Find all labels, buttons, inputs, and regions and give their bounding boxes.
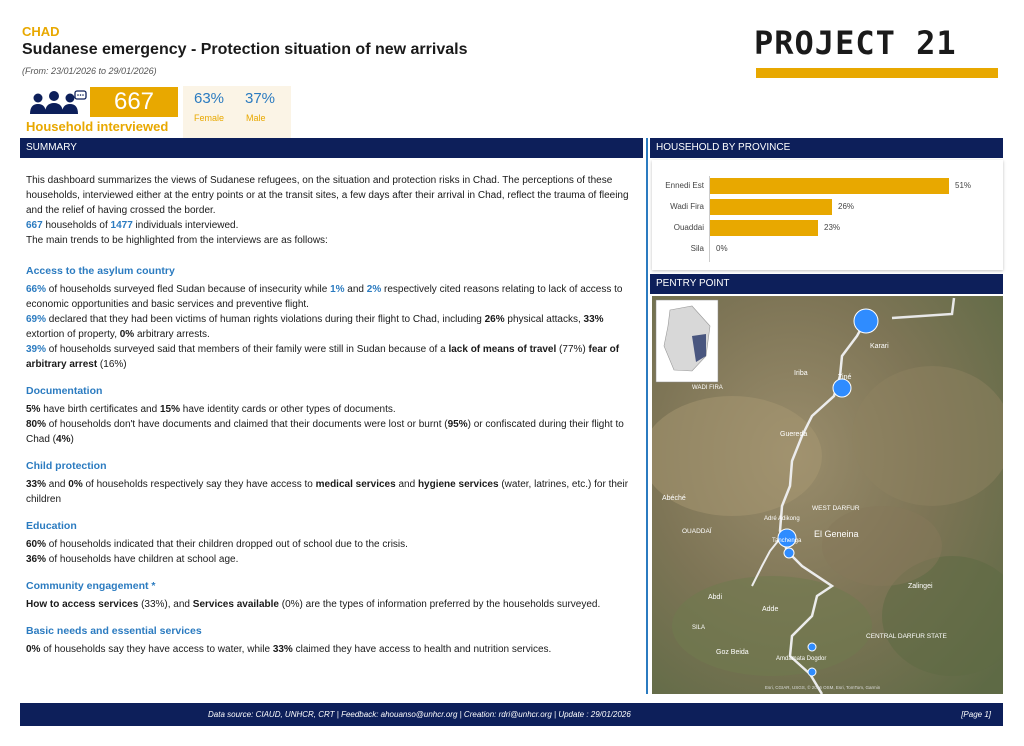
documentation-heading: Documentation [26,385,103,397]
child-p1: 33% and 0% of households respectively say they have access to medical services and hygiene services (water, latrines, etc.) for their children [26,479,629,505]
map-label-sila: SILA [692,625,706,631]
chart-row [652,178,1003,194]
map-label-central-darfur: CENTRAL DARFUR STATE [866,633,947,640]
map-label-zalingei: Zalingei [908,583,933,590]
summary-header: SUMMARY [20,138,643,158]
country-label: CHAD [22,24,60,39]
chart-category-label: Ouaddai [673,223,704,232]
education-p2: 36% of households have children at school age. [26,554,239,565]
chart-value-label: 0% [716,244,728,253]
education-heading: Education [26,520,77,532]
asylum-heading: Access to the asylum country [26,265,175,277]
entry-point-marker-large[interactable] [854,309,878,333]
female-pct: 63% [194,90,225,107]
province-chart [652,160,1003,270]
female-label: Female [194,113,225,123]
map-label-abdi: Abdi [708,594,723,601]
chart-row [652,199,1003,215]
map-label-west-darfur: WEST DARFUR [812,505,860,512]
basic-needs-p1: 0% of households say they have access to water, while 33% claimed they have access to health and nutrition services. [26,644,552,655]
male-label: Male [246,113,266,123]
map-credit: Esri, CGIAR, USGS, © 2026 OSM, Esri, TomTom, Garmin [765,685,881,690]
entry-point-marker-small[interactable] [808,668,816,676]
asylum-p3: 39% of households surveyed said that members of their family were still in Sudan because of a lack of means of travel (77%) fear of arbitrary arrest (16%) [26,344,620,370]
map-label-guereda: Guereda [780,431,808,438]
map-label-wadi-fira: WADI FIRA [692,385,723,391]
map-label-iriba: Iriba [794,370,808,377]
chart-bar [710,199,832,215]
entry-point-header: PENTRY POINT [650,274,1003,294]
asylum-p2: 69% declared that they had been victims of human rights violations during their flight to Chad, including 26% physical attacks, 33% extortion of property, 0% arbitrary arrests. [26,314,604,340]
entry-point-marker-small[interactable] [808,643,816,651]
chart-category-label: Wadi Fira [670,202,704,211]
chart-bar [710,220,818,236]
entry-point-map [652,296,1003,694]
page-title: Sudanese emergency - Protection situation of new arrivals [22,41,468,58]
households-line: 667 households of 1477 individuals interviewed. [26,220,239,231]
child-heading: Child protection [26,460,107,472]
footer-bar [20,703,1003,726]
households-label: Household interviewed [26,119,169,134]
map-label-abeche: Abéché [662,495,686,502]
chart-category-label: Sila [690,244,704,253]
chart-value-label: 51% [955,181,972,190]
province-header: HOUSEHOLD BY PROVINCE [650,138,1003,158]
chart-category-label: Ennedi Est [665,181,704,190]
male-pct: 37% [245,90,276,107]
project-logo: PROJECT 21 [754,24,957,62]
map-label-amdamata: Amdamata Dogdor [776,656,827,662]
chart-bar [710,178,949,194]
footer-page: [Page 1] [961,710,991,719]
logo-underline [756,68,998,78]
map-label-el-geneina: El Geneina [814,529,859,539]
entry-point-marker[interactable] [833,379,851,397]
documentation-p2: 80% of households don't have documents and claimed that their documents were lost or burnt (95%) or confiscated during their flight to Chad (4%) [26,419,624,445]
asylum-p1: 66% of households surveyed fled Sudan because of insecurity while 1% and 2% respectively cited reasons relating to lack of access to economic opportunities and basic services and preventive flight. [26,284,623,310]
trends-line: The main trends to be highlighted from the interviews are as follows: [26,235,328,246]
map-label-adde: Adde [762,606,779,613]
households-count: 667 [90,87,178,117]
footer-source: Data source: CIAUD, UNHCR, CRT | Feedback: ahouanso@unhcr.org | Creation: rdri@unhcr.org | Update : 29/01/2026 [208,710,631,719]
column-divider [646,138,648,694]
map-label-goz-beida: Goz Beida [716,649,749,656]
community-heading: Community engagement * [26,580,156,592]
intro-paragraph: This dashboard summarizes the views of Sudanese refugees, on the situation and protection risks in Chad. The perceptions of these households, interviewed either at the entry points or at the transit sites, a few days after their arrival in Chad, reflect the trauma of fleeing and the relief of having crossed the border. [26,175,629,216]
map-label-bahai: Karari [870,343,889,350]
map-label-tanchenga: Tanchenga [772,538,802,544]
chart-row [652,241,1003,257]
people-group-icon [28,88,88,118]
education-p1: 60% of households indicated that their children dropped out of school due to the crisis. [26,539,408,550]
chart-value-label: 23% [824,223,841,232]
date-period: (From: 23/01/2026 to 29/01/2026) [22,66,157,76]
community-p1: How to access services (33%), and Services available (0%) are the types of information preferred by the households surveyed. [26,599,601,610]
documentation-p1: 5% have birth certificates and 15% have identity cards or other types of documents. [26,404,396,415]
entry-point-marker-small[interactable] [784,548,794,558]
summary-text [26,173,640,657]
map-label-adre: Adré Adikong [764,516,800,522]
chart-value-label: 26% [838,202,855,211]
map-label-tine: Tiné [838,374,852,381]
basic-needs-heading: Basic needs and essential services [26,625,202,637]
map-label-ouaddai: OUADDAÏ [682,528,712,535]
chart-row [652,220,1003,236]
